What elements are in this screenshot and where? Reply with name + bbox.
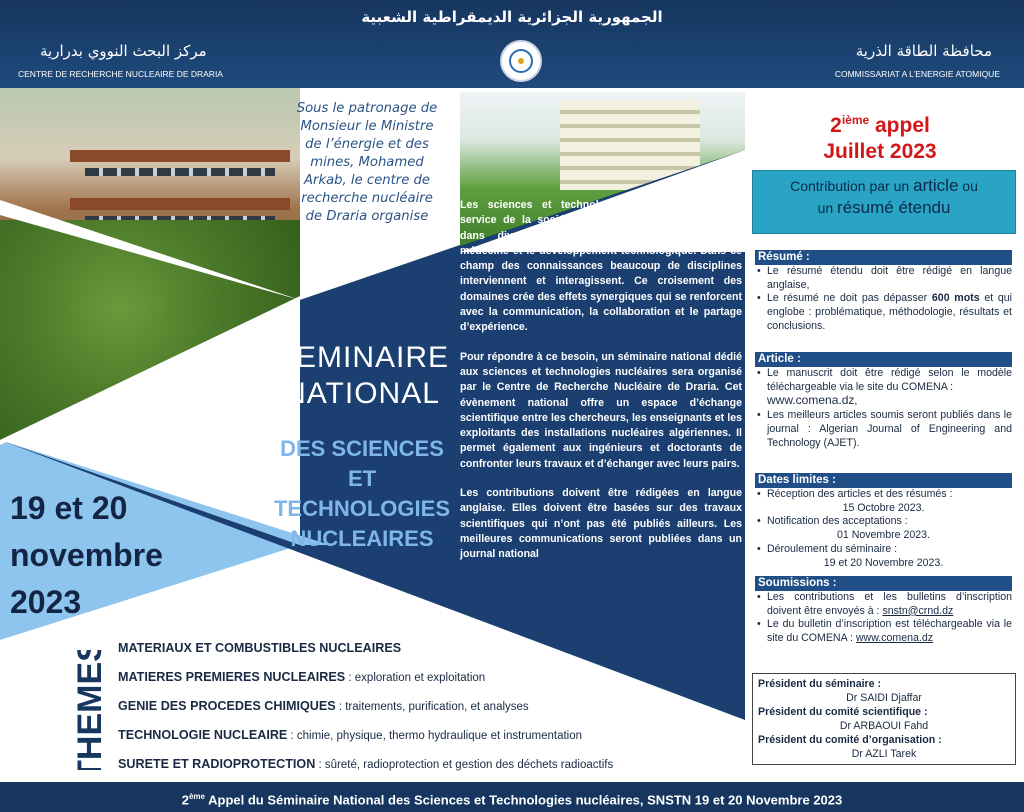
deadlines-section <box>755 473 1012 570</box>
resume-item-2: • Le résumé ne doit pas dépasser 600 mots et qui englobe : problématique, méthodologie, résultats et conclusions. <box>755 292 1012 333</box>
deadline-item-2: • Notification des acceptations : <box>755 515 1012 529</box>
comena-site-link[interactable]: www.comena.dz <box>855 632 934 645</box>
committee-box <box>752 673 1016 765</box>
themes-list <box>118 638 758 783</box>
seminar-title <box>262 340 462 412</box>
submissions-section <box>755 576 1012 646</box>
republic-title: الجمهورية الجزائرية الديمقراطية الشعبية <box>361 8 663 26</box>
committee-role-3: Président du comité d’organisation : <box>758 734 942 746</box>
article-section <box>755 352 1012 450</box>
event-dates-line1: 19 et 20 <box>10 490 128 526</box>
call-heading <box>790 107 970 165</box>
theme-item: SURETE ET RADIOPROTECTION : sûreté, radioprotection et gestion des déchets radioactifs <box>118 757 614 771</box>
call-word: appel <box>869 114 930 137</box>
event-dates <box>10 485 210 626</box>
committee-person-3: Dr AZLI Tarek <box>851 748 917 760</box>
call-date: Juillet 2023 <box>823 140 937 163</box>
deadline-date-1: 15 Octobre 2023. <box>842 501 925 514</box>
theme-item: TECHNOLOGIE NUCLEAIRE : chimie, physique, thermo hydraulique et instrumentation <box>118 728 583 742</box>
patronage-text: Sous le patronage de Monsieur le Ministre de l’énergie et des mines, Mohamed Arkab, le centre de recherche nucléaire de Draria organise <box>296 101 438 224</box>
theme-item: MATIERES PREMIERES NUCLEAIRES : exploration et exploitation <box>118 670 486 684</box>
contribution-or: ou <box>958 178 978 194</box>
contribution-resume: résumé étendu <box>837 198 951 217</box>
comena-name-fr: COMMISSARIAT A L’ENERGIE ATOMIQUE <box>834 69 1000 79</box>
themes-label-text: THEMES <box>71 650 109 770</box>
article-item-1: • Le manuscrit doit être rédigé selon le modèle téléchargeable via le site du COMENA : www.comena.dz, <box>755 367 1012 409</box>
seminar-subtitle-line2: ET TECHNOLOGIES <box>273 466 450 521</box>
contribution-un: un <box>817 200 838 216</box>
footer-number: 2 <box>181 792 189 808</box>
deadline-date-2: 01 Novembre 2023. <box>836 529 931 542</box>
intro-paragraph-1: Les sciences et technologies nucléaires sont au service de la société. Elles apportent des solutions dans divers domaines notamment l’énergie, la médecine et le développement technologique. Dans ce champ des connaissances beaucoup de disciplines interviennent et interagissent. Ce croisement des domaines crée des effets synergiques qui se renforcent avec la communication, la collaboration et le partage d’expérience. <box>460 199 742 334</box>
resume-item-1: • Le résumé étendu doit être rédigé en langue anglaise, <box>755 265 1012 292</box>
call-number-suffix: ième <box>841 113 870 127</box>
committee-role-1: Président du séminaire : <box>758 678 882 690</box>
committee-person-1: Dr SAIDI Djaffar <box>846 692 922 704</box>
resume-heading: Résumé : <box>755 250 1012 265</box>
comena-name-ar: محافظة الطاقة الذرية <box>855 42 992 60</box>
contribution-box <box>752 170 1016 234</box>
comena-link[interactable]: www.comena.dz <box>767 393 855 408</box>
resume-section <box>755 250 1012 334</box>
submission-email-link[interactable]: snstn@crnd.dz <box>882 604 954 617</box>
crnd-name-fr: CENTRE DE RECHERCHE NUCLEAIRE DE DRARIA <box>18 69 223 79</box>
intro-paragraph-2: Pour répondre à ce besoin, un séminaire national dédié aux sciences et technologies nucléaires sera organisé par le Centre de Recherche Nucléaire de Draria. Cet évènement national offre un espace d’échange scientifique entre les chercheurs, les enseignants et les exploitants des installations nucléaires algériennes. Il permet également aux ingénieurs et doctorants de confronter leurs travaux et d’échanger avec leurs pairs. <box>460 350 742 470</box>
footer-banner <box>0 782 1024 812</box>
footer-text: Appel du Séminaire National des Sciences et Technologies nucléaires, SNSTN 19 et 20 Novembre 2023 <box>205 792 843 808</box>
call-number: 2 <box>830 114 842 137</box>
submission-item-1: • Les contributions et les bulletins d’inscription doivent être envoyés à : snstn@crnd.dz <box>755 591 1012 618</box>
submission-item-2: • Le du bulletin d’inscription est téléchargeable via le site du COMENA : www.comena.dz <box>755 618 1012 645</box>
theme-item: MATERIAUX ET COMBUSTIBLES NUCLEAIRES <box>118 641 402 655</box>
event-dates-line2: novembre <box>10 537 163 573</box>
seminar-title-line1: SEMINAIRE <box>274 341 450 374</box>
deadlines-heading: Dates limites : <box>755 473 1012 488</box>
committee-person-2: Dr ARBAOUI Fahd <box>839 720 929 732</box>
themes-label <box>60 650 120 770</box>
seminar-subtitle <box>262 434 462 554</box>
contribution-prefix: Contribution par un <box>790 178 914 194</box>
event-dates-line3: 2023 <box>10 584 82 620</box>
seminar-subtitle-line1: DES SCIENCES <box>280 436 444 461</box>
theme-item: GENIE DES PROCEDES CHIMIQUES : traitements, purification, et analyses <box>118 699 529 713</box>
article-item-2: • Les meilleurs articles soumis seront publiés dans le journal : Algerian Journal of Engineering and Technology (AJET). <box>755 409 1012 450</box>
committee-role-2: Président du comité scientifique : <box>758 706 928 718</box>
intro-paragraph-3: Les contributions doivent être rédigées en langue anglaise. Elles doivent être basées sur des travaux scientifiques qui n’ont pas été publiés ailleurs. Les meilleures communications seront publiées dans un journal national <box>460 487 742 561</box>
article-heading: Article : <box>755 352 1012 367</box>
footer-number-suffix: ème <box>188 792 205 801</box>
contribution-article: article <box>913 176 959 195</box>
intro-text <box>460 198 742 577</box>
deadline-item-3: • Déroulement du séminaire : <box>755 543 1012 557</box>
submissions-heading: Soumissions : <box>755 576 1012 591</box>
seminar-title-line2: NATIONAL <box>284 377 440 410</box>
crnd-name-ar: مركز البحث النووي بدرارية <box>40 42 207 60</box>
deadline-date-3: 19 et 20 Novembre 2023. <box>823 556 944 569</box>
deadline-item-1: • Réception des articles et des résumés : <box>755 488 1012 502</box>
seminar-subtitle-line3: NUCLEAIRES <box>290 526 434 551</box>
